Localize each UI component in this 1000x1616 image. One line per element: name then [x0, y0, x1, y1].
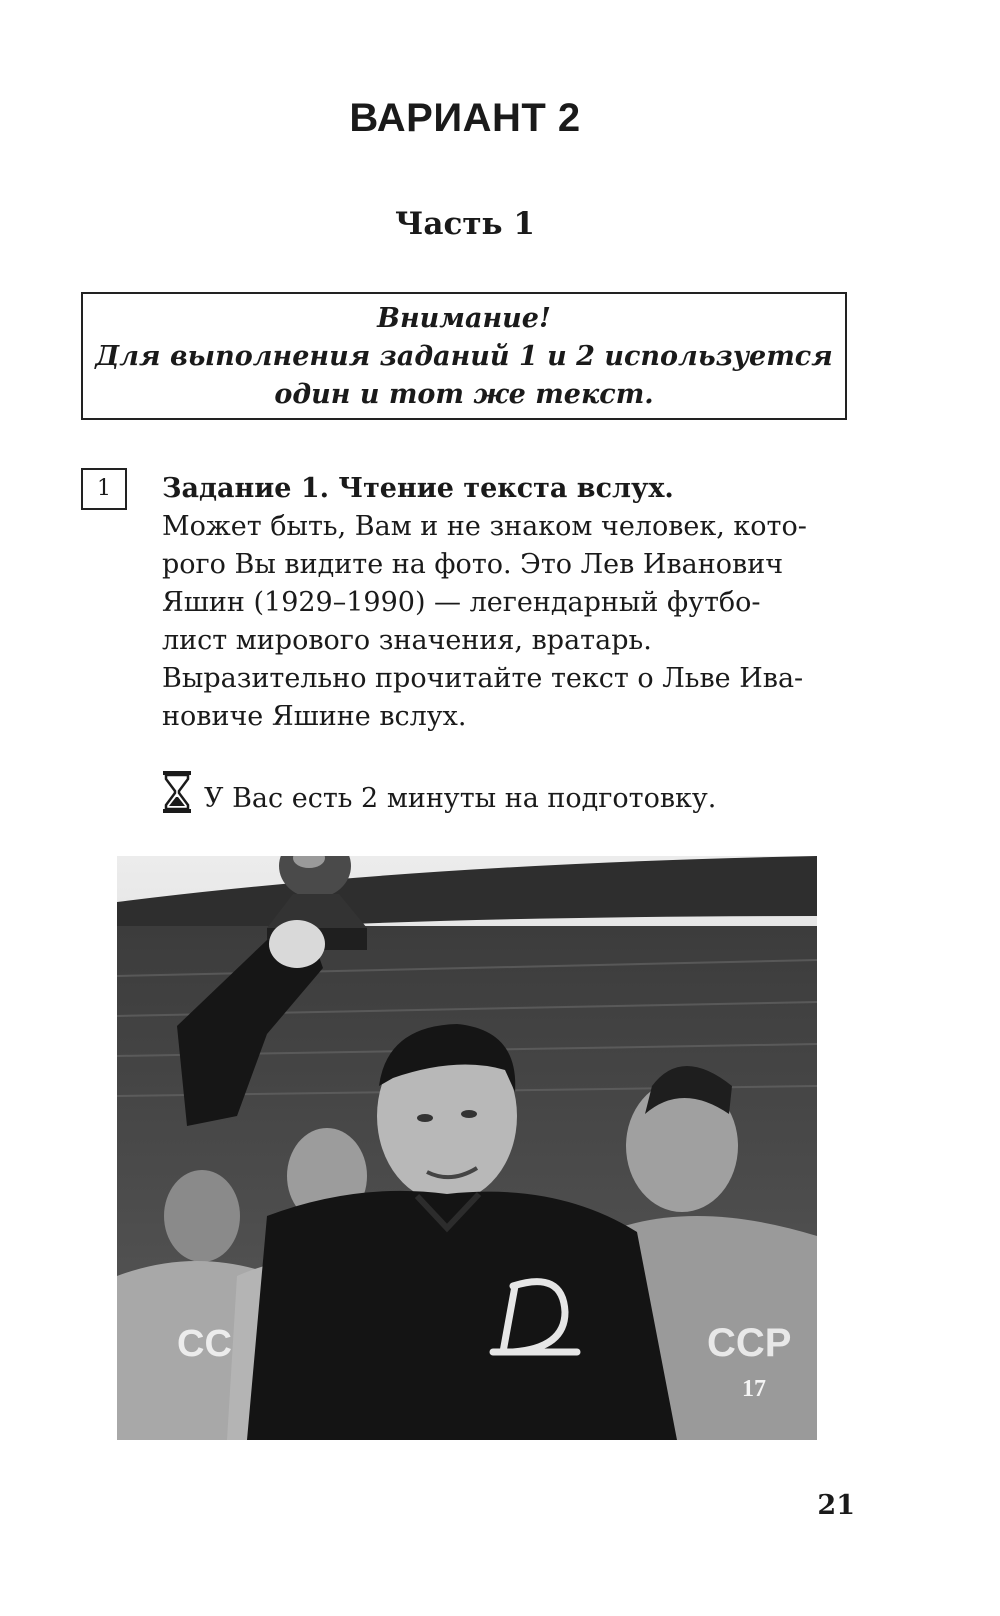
page-number: 21 [817, 1490, 855, 1521]
notice-box [81, 292, 847, 420]
jersey-letters-right: ССР [707, 1321, 792, 1365]
jersey-letters-left: СС [177, 1323, 232, 1365]
task-line: лист мирового значения, вратарь. [162, 625, 652, 656]
task-line: новиче Яшине вслух. [162, 701, 467, 732]
notice-line-3: один и тот же текст. [274, 379, 654, 410]
variant-title: ВАРИАНТ 2 [349, 96, 581, 140]
task-body [162, 470, 862, 736]
notice-line-2: Для выполнения заданий 1 и 2 используется [95, 341, 833, 372]
task-line: Выразительно прочитайте текст о Льве Ива- [162, 663, 804, 694]
photo-illustration [117, 856, 817, 1440]
task-heading: Задание 1. Чтение текста вслух. [162, 473, 674, 504]
notice-line-1: Внимание! [377, 303, 551, 334]
task-line: Яшин (1929–1990) — легендарный футбо- [162, 587, 761, 618]
task-line: рого Вы видите на фото. Это Лев Иванович [162, 549, 784, 580]
task-number: 1 [81, 468, 127, 510]
hourglass-icon [162, 770, 192, 814]
photo-lev-yashin [117, 856, 817, 1440]
part-title: Часть 1 [395, 206, 535, 242]
task-line: Может быть, Вам и не знаком человек, кото- [162, 511, 807, 542]
jersey-number: 17 [742, 1376, 766, 1402]
prep-note-text: У Вас есть 2 минуты на подготовку. [204, 783, 717, 814]
prep-note [162, 770, 862, 818]
